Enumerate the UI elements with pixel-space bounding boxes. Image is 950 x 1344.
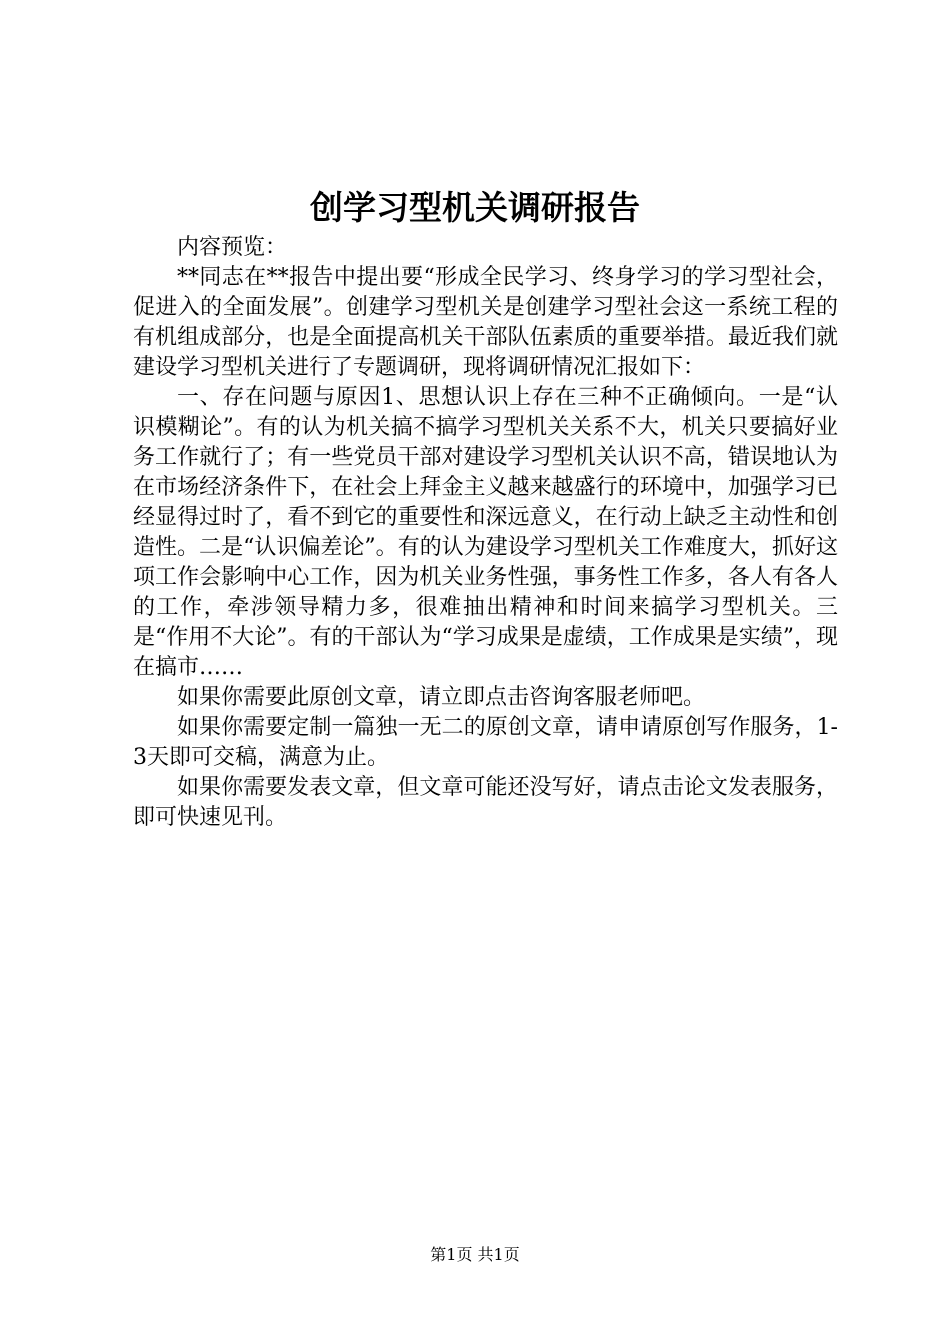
document-title: 创学习型机关调研报告 (310, 188, 640, 227)
intro-paragraph: **同志在**报告中提出要“形成全民学习、终身学习的学习型社会，促进入的全面发展”。创建学习型机关是创建学习型社会这一系统工程的有机组成部分，也是全面提高机关干部队伍素质的重要举措。最近我们就建设学习型机关进行了专题调研，现将调研情况汇报如下： (133, 265, 838, 380)
document-body (133, 233, 838, 833)
consult-paragraph: 如果你需要此原创文章，请立即点击咨询客服老师吧。 (177, 685, 706, 710)
custom-writing-paragraph: 如果你需要定制一篇独一无二的原创文章，请申请原创写作服务，1-3天即可交稿，满意为止。 (133, 715, 838, 770)
problems-paragraph: 一、存在问题与原因1、思想认识上存在三种不正确倾向。一是“认识模糊论”。有的认为机关搞不搞学习型机关关系不大，机关只要搞好业务工作就行了；有一些党员干部对建设学习型机关认识不高，错误地认为在市场经济条件下，在社会上拜金主义越来越盛行的环境中，加强学习已经显得过时了，看不到它的重要性和深远意义，在行动上缺乏主动性和创造性。二是“认识偏差论”。有的认为建设学习型机关工作难度大，抓好这项工作会影响中心工作，因为机关业务性强，事务性工作多，各人有各人的工作，牵涉领导精力多，很难抽出精神和时间来搞学习型机关。三是“作用不大论”。有的干部认为“学习成果是虚绩，工作成果是实绩”，现在搞市…… (133, 385, 838, 680)
publish-paragraph: 如果你需要发表文章，但文章可能还没写好，请点击论文发表服务，即可快速见刊。 (133, 775, 838, 830)
preview-label: 内容预览： (177, 235, 288, 260)
page-footer: 第1页 共1页 (430, 1245, 520, 1264)
